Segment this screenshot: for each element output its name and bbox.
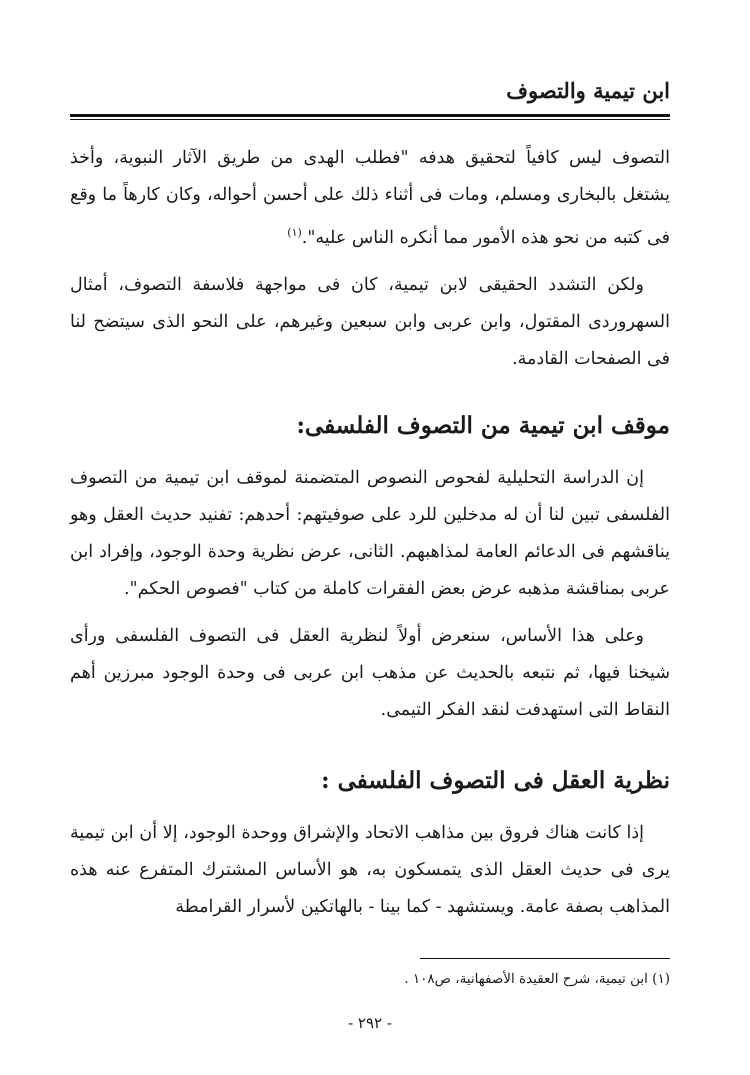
page-number: - ٢٩٢ - [348,1014,392,1032]
header-rule-thin [70,119,670,120]
section1-paragraph-1: إن الدراسة التحليلية لفحوص النصوص المتضمنة لموقف ابن تيمية من التصوف الفلسفى تبين لنا أن له مدخلين للرد على صوفيتهم: أحدهم: تفنيد حديث العقل وهو يناقشهم فى الدعائم العامة لمذاهبهم. الثانى، عرض نظرية وحدة الوجود، وإفراد ابن عربى بمناقشة مذهبه عرض بعض الفقرات كاملة من كتاب "فصوص الحكم". [70,467,670,599]
intro-paragraph-1 [70,140,670,257]
footnote-divider [420,958,670,959]
section-heading-theory-of-intellect: نظرية العقل فى التصوف الفلسفى : [321,766,670,794]
body-text [70,140,670,936]
book-page [70,0,670,1075]
section1-paragraph-2: وعلى هذا الأساس، سنعرض أولاً لنظرية العقل فى التصوف الفلسفى ورأى شيخنا فيها، ثم نتبعه بالحديث عن مذهب ابن عربى فى وحدة الوجود مبرزين أهم النقاط التى استهدفت لنقد الفكر التيمى. [70,625,670,720]
header-rule-thick [70,114,670,117]
section2-paragraph-1: إذا كانت هناك فروق بين مذاهب الاتحاد والإشراق ووحدة الوجود، إلا أن ابن تيمية يرى فى حديث العقل الذى يتمسكون به، هو الأساس المشترك المتفرع عنه هذه المذاهب بصفة عامة. ويستشهد - كما بينا - بالهاتكين لأسرار القرامطة [70,822,670,917]
section-heading-sufi-philosophy-stance: موقف ابن تيمية من التصوف الفلسفى: [296,411,670,439]
footnote-reference: (١) [287,226,302,239]
running-header-title: ابن تيمية والتصوف [506,78,670,103]
intro-paragraph-1-text: التصوف ليس كافياً لتحقيق هدفه "فطلب الهدى من طريق الآثار النبوية، وأخذ يشتغل بالبخارى ومسلم، ومات فى أثناء ذلك على أحسن أحواله، وكان كارهاً ما وقع فى كتبه من نحو هذه الأمور مما أنكره الناس عليه". [70,148,670,248]
footnote: (١) ابن تيمية، شرح العقيدة الأصفهانية، ص١٠٨ . [404,971,670,987]
intro-paragraph-2: ولكن التشدد الحقيقى لابن تيمية، كان فى مواجهة فلاسفة التصوف، أمثال السهروردى المقتول، وابن عربى وابن سبعين وغيرهم، على النحو الذى سيتضح لنا فى الصفحات القادمة. [70,274,670,369]
